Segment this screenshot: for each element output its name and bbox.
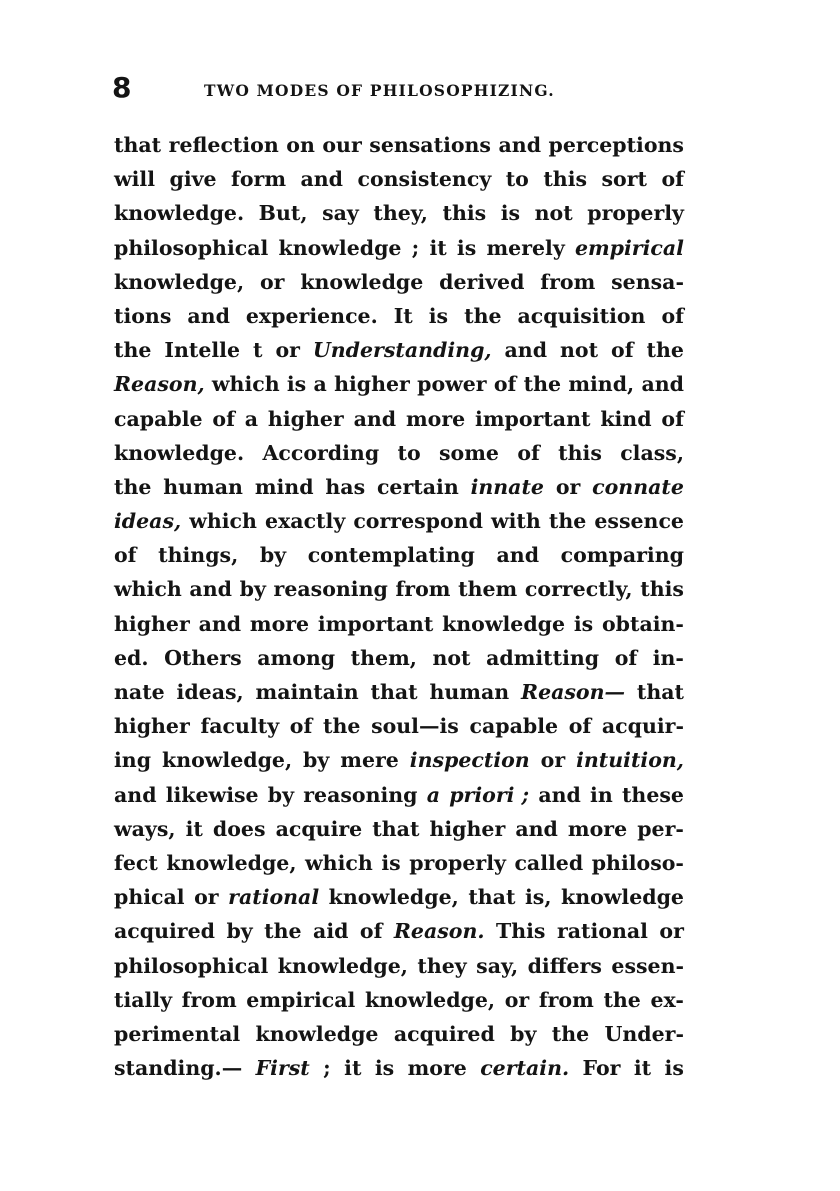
text-line	[114, 607, 684, 641]
text-line	[114, 504, 684, 538]
word: some	[439, 440, 499, 465]
word: a	[244, 406, 259, 431]
word: ;	[411, 235, 420, 260]
word: empirical	[246, 987, 356, 1012]
word: of	[568, 714, 592, 739]
italic-word: rational	[228, 885, 320, 910]
word: per-	[637, 816, 684, 841]
word: differs	[527, 953, 602, 978]
word: the	[322, 714, 361, 739]
text-line	[114, 367, 684, 401]
word: essen-	[611, 953, 684, 978]
word: that	[372, 816, 420, 841]
word: of	[661, 303, 684, 328]
word: rational	[556, 919, 648, 944]
text-line	[114, 880, 684, 914]
word: philoso-	[591, 850, 684, 875]
word: a	[313, 372, 327, 397]
italic-word: Understanding,	[312, 338, 492, 363]
word: this	[543, 167, 588, 192]
italic-word: empirical	[574, 235, 684, 260]
word: knowledge,	[161, 748, 293, 773]
word: faculty	[200, 714, 280, 739]
text-line	[114, 572, 684, 606]
word: aid	[313, 919, 349, 944]
italic-word: intuition,	[576, 748, 684, 773]
word: is,	[524, 885, 552, 910]
word: ed.	[114, 645, 149, 670]
word: higher	[267, 406, 344, 431]
page-number: 8	[112, 71, 132, 104]
word: derived	[439, 269, 525, 294]
word: merely	[486, 235, 565, 260]
word: correctly,	[524, 577, 633, 602]
word: the	[603, 987, 641, 1012]
word: will	[114, 167, 156, 192]
word: mind,	[568, 372, 635, 397]
word: standing.—	[114, 1056, 243, 1081]
word: Under-	[604, 1021, 684, 1046]
text-line	[114, 1051, 684, 1085]
word: them	[458, 577, 518, 602]
word: and	[198, 611, 242, 636]
word: This	[495, 919, 546, 944]
word: ;	[323, 1056, 331, 1081]
word: say	[322, 201, 359, 226]
word: more	[407, 1056, 467, 1081]
word: acquired	[114, 919, 215, 944]
word: and	[114, 782, 157, 807]
word: important	[475, 406, 591, 431]
text-line	[114, 299, 684, 333]
word: kind	[600, 406, 652, 431]
word: knowledge,	[114, 269, 245, 294]
word: of	[493, 372, 517, 397]
word: from	[540, 269, 596, 294]
text-line	[114, 231, 684, 265]
text-line	[114, 402, 684, 436]
word: higher	[429, 816, 506, 841]
word: ideas,	[176, 680, 244, 704]
word: knowledge	[560, 885, 684, 910]
word: ex-	[650, 987, 684, 1012]
word: important	[317, 611, 434, 636]
word: acquisition	[517, 303, 646, 328]
word: they,	[373, 201, 428, 226]
italic-word: priori ;	[449, 782, 530, 807]
word: with	[490, 509, 541, 534]
word: from	[181, 987, 237, 1012]
text-line	[114, 1017, 684, 1051]
word: and	[353, 406, 397, 431]
word: maintain	[255, 680, 359, 704]
italic-word: First	[255, 1056, 310, 1081]
word: more	[405, 406, 466, 431]
word: and	[300, 167, 344, 192]
word: to	[505, 167, 529, 192]
word: that	[636, 680, 684, 704]
word: ways,	[114, 816, 176, 841]
word: knowledge.	[114, 440, 245, 465]
word: it	[185, 816, 203, 841]
italic-word: a	[426, 782, 441, 807]
word: fect	[114, 850, 158, 875]
word: It	[393, 303, 413, 328]
word: knowledge	[300, 269, 424, 294]
italic-word: Reason,	[114, 372, 205, 397]
italic-word: ideas,	[114, 509, 182, 534]
word: the	[523, 372, 562, 397]
word: soul—is	[371, 714, 459, 739]
word: and	[515, 816, 558, 841]
text-line	[114, 675, 684, 709]
word: correspond	[353, 509, 483, 534]
text-line	[114, 983, 684, 1017]
word: essence	[594, 509, 684, 534]
page-header	[108, 72, 688, 112]
word: knowledge	[255, 1021, 379, 1046]
word: is	[664, 1056, 684, 1081]
word: the	[551, 1021, 590, 1046]
word: certain	[376, 474, 459, 499]
word: reflection	[168, 133, 279, 157]
italic-word: innate	[470, 474, 544, 499]
text-line	[114, 162, 684, 196]
word: form	[231, 167, 287, 192]
word: by	[267, 782, 295, 807]
word: class,	[620, 440, 684, 465]
word: and	[538, 782, 581, 807]
word: philosophical	[114, 235, 269, 260]
text-line	[114, 128, 684, 162]
word: Intelle	[164, 338, 241, 363]
word: But,	[258, 201, 308, 226]
word: by	[259, 543, 287, 568]
word: t	[252, 338, 263, 363]
italic-word: inspection	[409, 748, 530, 773]
word: on	[286, 133, 315, 157]
word: that	[468, 885, 516, 910]
word: According	[262, 440, 380, 465]
word: not	[432, 645, 471, 670]
word: the	[264, 919, 302, 944]
word: in-	[652, 645, 684, 670]
word: sensations	[369, 133, 491, 157]
word: and	[496, 543, 540, 568]
word: is	[374, 1056, 395, 1081]
word: sort	[601, 167, 647, 192]
word: our	[322, 133, 362, 157]
word: by	[510, 1021, 537, 1046]
text-line	[114, 743, 684, 777]
text-line	[114, 914, 684, 948]
word: not	[534, 201, 573, 226]
word: among	[257, 645, 336, 670]
word: higher	[334, 372, 410, 397]
word: knowledge	[442, 611, 566, 636]
word: For	[582, 1056, 621, 1081]
word: which	[189, 509, 257, 534]
word: the	[646, 338, 684, 363]
word: sensa-	[611, 269, 684, 294]
word: called	[514, 850, 584, 875]
word: and	[498, 133, 542, 157]
word: of	[359, 919, 383, 944]
word: in	[590, 782, 613, 807]
word: Others	[164, 645, 242, 670]
word: knowledge,	[364, 987, 496, 1012]
word: capable	[114, 406, 203, 431]
italic-word: certain.	[480, 1056, 570, 1081]
word: the	[548, 509, 587, 534]
word: acquir-	[601, 714, 684, 739]
word: has	[325, 474, 366, 499]
word: from	[395, 577, 451, 602]
word: from	[538, 987, 594, 1012]
word: of	[289, 714, 313, 739]
word: say,	[476, 953, 519, 978]
word: it	[429, 235, 447, 260]
word: and	[641, 372, 684, 397]
word: by	[239, 577, 266, 602]
word: or	[555, 474, 581, 499]
italic-word: Reason.	[393, 919, 485, 944]
word: and	[189, 577, 232, 602]
word: mind	[254, 474, 314, 499]
word: knowledge,	[166, 850, 297, 875]
word: or	[504, 987, 530, 1012]
word: knowledge,	[328, 885, 459, 910]
word: tions	[114, 303, 172, 328]
word: higher	[114, 611, 190, 636]
word: by	[226, 919, 253, 944]
word: which	[211, 372, 280, 397]
body-text	[114, 128, 684, 1085]
word: capable	[469, 714, 559, 739]
text-line	[114, 709, 684, 743]
word: the	[464, 303, 502, 328]
word: they	[417, 953, 467, 978]
running-title: TWO MODES OF PHILOSOPHIZING.	[204, 81, 555, 100]
word: admitting	[486, 645, 600, 670]
word: of	[611, 338, 634, 363]
word: it	[633, 1056, 652, 1081]
word: which	[305, 850, 373, 875]
word: is	[428, 303, 449, 328]
word: of	[114, 543, 137, 568]
word: phical	[114, 885, 185, 910]
word: likewise	[165, 782, 259, 807]
word: that	[370, 680, 418, 704]
text-line	[114, 436, 684, 470]
word: ing	[114, 748, 152, 773]
word: comparing	[560, 543, 684, 568]
word: of	[212, 406, 235, 431]
word: things,	[158, 543, 239, 568]
word: or	[275, 338, 300, 363]
word: contemplating	[307, 543, 475, 568]
word: of	[614, 645, 638, 670]
word: which	[114, 577, 182, 602]
word: knowledge,	[277, 953, 408, 978]
word: this	[640, 577, 684, 602]
word: acquire	[275, 816, 363, 841]
word: tially	[114, 987, 173, 1012]
word: is	[381, 850, 401, 875]
word: acquired	[393, 1021, 495, 1046]
word: is	[500, 201, 521, 226]
word: or	[540, 748, 566, 773]
word: properly	[587, 201, 684, 226]
text-line	[114, 641, 684, 675]
word: or	[194, 885, 219, 910]
text-line	[114, 846, 684, 880]
word: experience.	[245, 303, 378, 328]
word: this	[442, 201, 487, 226]
word: obtain-	[601, 611, 684, 636]
word: does	[212, 816, 266, 841]
word: that	[114, 133, 162, 157]
word: exactly	[265, 509, 346, 534]
word: of	[661, 167, 684, 192]
word: not	[560, 338, 599, 363]
word: reasoning	[303, 782, 418, 807]
word: or	[259, 269, 285, 294]
word: it	[344, 1056, 362, 1081]
text-line	[114, 812, 684, 846]
italic-word: connate	[592, 474, 684, 499]
word: human	[429, 680, 510, 704]
italic-word: Reason—	[521, 680, 626, 704]
word: the	[114, 474, 152, 499]
word: them,	[350, 645, 417, 670]
text-line	[114, 470, 684, 504]
text-line	[114, 333, 684, 367]
word: perceptions	[548, 133, 684, 157]
word: give	[169, 167, 217, 192]
word: consistency	[357, 167, 492, 192]
word: philosophical	[114, 953, 269, 978]
word: mere	[340, 748, 399, 773]
word: is	[286, 372, 307, 397]
word: this	[558, 440, 602, 465]
word: more	[567, 816, 628, 841]
word: perimental	[114, 1021, 241, 1046]
word: of	[661, 406, 684, 431]
word: to	[397, 440, 421, 465]
word: knowledge	[278, 235, 402, 260]
word: is	[456, 235, 477, 260]
word: and	[504, 338, 548, 363]
word: is	[573, 611, 594, 636]
word: or	[659, 919, 684, 944]
word: nate	[114, 680, 165, 704]
word: human	[163, 474, 243, 499]
word: of	[517, 440, 540, 465]
word: the	[114, 338, 152, 363]
word: by	[303, 748, 330, 773]
text-line	[114, 949, 684, 983]
word: these	[621, 782, 684, 807]
word: properly	[409, 850, 506, 875]
word: knowledge.	[114, 201, 245, 226]
text-line	[114, 196, 684, 230]
word: reasoning	[273, 577, 388, 602]
word: and	[187, 303, 230, 328]
text-line	[114, 538, 684, 572]
word: power	[417, 372, 487, 397]
word: more	[249, 611, 310, 636]
text-line	[114, 778, 684, 812]
word: higher	[114, 714, 190, 739]
text-line	[114, 265, 684, 299]
